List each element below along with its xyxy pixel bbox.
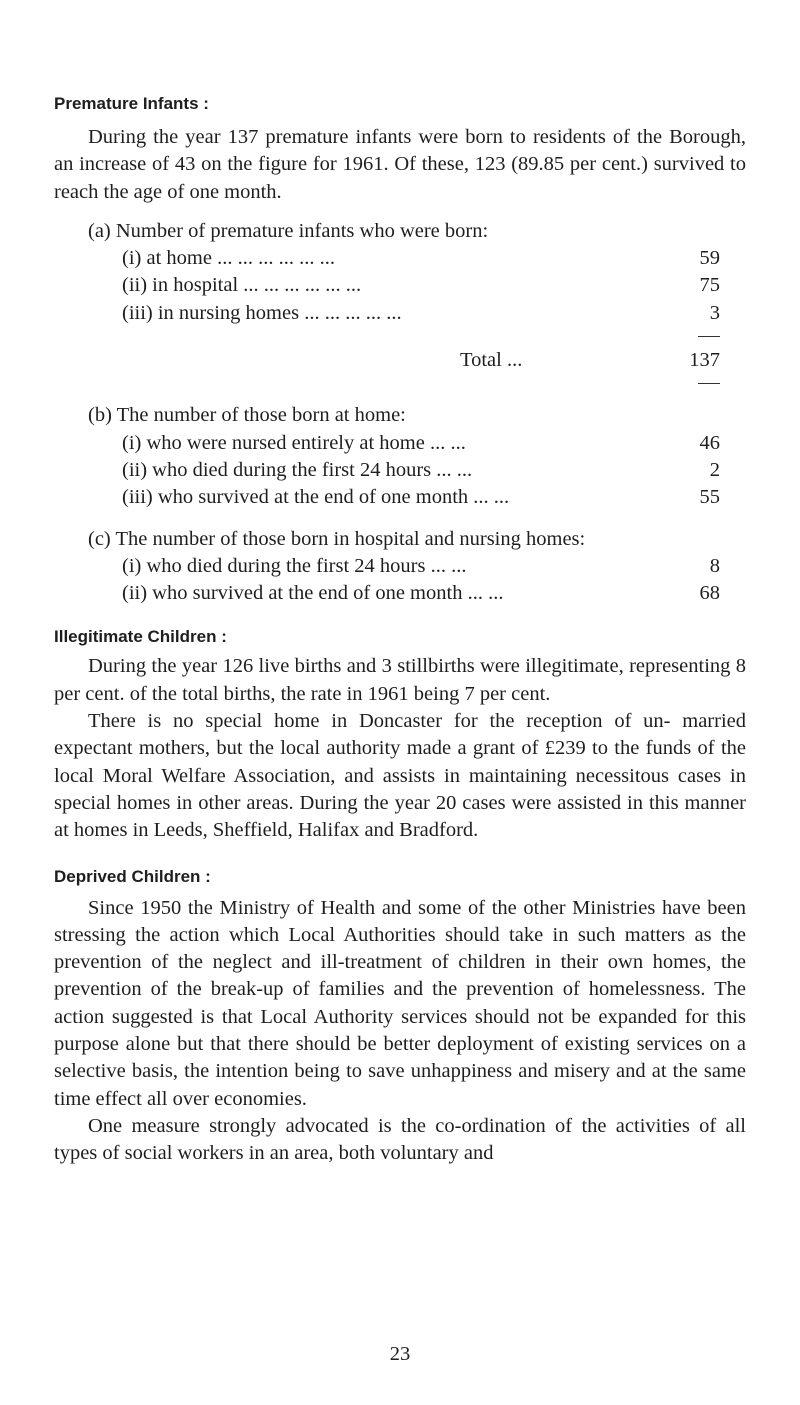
row-value: 2 — [709, 458, 720, 481]
deprived-paragraph-2: One measure strongly advocated is the co-ordination of the activities of all types of social workers in an area, both voluntary and — [54, 1114, 746, 1165]
row-label: (i) at home ... ... ... ... ... ... — [122, 247, 335, 270]
row-label: (ii) who died during the first 24 hours ... ... — [122, 458, 473, 481]
section-a-row — [54, 300, 746, 327]
section-a-row — [54, 245, 746, 272]
sum-rule-bottom — [54, 374, 746, 394]
row-label: (ii) who survived at the end of one month ... ... — [122, 582, 504, 605]
sum-rule-top — [54, 327, 746, 347]
row-value: 59 — [699, 247, 720, 270]
section-a-title: (a) Number of premature infants who were born: — [88, 219, 489, 242]
section-b-row — [54, 430, 746, 457]
section-a-row — [54, 272, 746, 299]
row-value: 46 — [699, 431, 720, 454]
row-label: (iii) in nursing homes ... ... ... ... ... — [122, 301, 402, 324]
total-label: Total ... — [460, 349, 523, 372]
illegitimate-paragraph-2: There is no special home in Doncaster for the reception of un- married expectant mothers, but the local authority made a grant of £239 to the funds of the local Moral Welfare Association, and assists in maintaining necessitous cases in special homes in other areas. During the year 20 cases were assisted in this manner at homes in Leeds, Sheffield, Halifax and Bradford. — [54, 710, 746, 842]
row-value: 3 — [709, 301, 720, 324]
row-label: (iii) who survived at the end of one month ... ... — [122, 486, 510, 509]
deprived-children-heading: Deprived Children : — [54, 866, 211, 886]
row-value: 8 — [709, 554, 720, 577]
page-number: 23 — [389, 1343, 411, 1365]
document-page — [54, 92, 746, 1168]
section-c-row — [54, 553, 746, 580]
premature-intro-paragraph: During the year 137 premature infants were born to residents of the Borough, an increase of 43 on the figure for 1961. Of these, 123 (89.85 per cent.) survived to reach the age of one month. — [54, 126, 746, 203]
section-c-title: (c) The number of those born in hospital and nursing homes: — [88, 527, 586, 550]
row-label: (i) who died during the first 24 hours ... ... — [122, 554, 467, 577]
section-b-row — [54, 457, 746, 484]
row-label: (i) who were nursed entirely at home ... ... — [122, 431, 466, 454]
section-b-title: (b) The number of those born at home: — [88, 404, 406, 427]
row-value: 75 — [699, 274, 720, 297]
total-value: 137 — [689, 349, 720, 372]
row-label: (ii) in hospital ... ... ... ... ... ... — [122, 274, 362, 297]
illegitimate-paragraph-1: During the year 126 live births and 3 stillbirths were illegitimate, representing 8 per cent. of the total births, the rate in 1961 being 7 per cent. — [54, 655, 746, 705]
section-b-row — [54, 484, 746, 511]
deprived-paragraph-1: Since 1950 the Ministry of Health and some of the other Ministries have been stressing the action which Local Authorities should take in such matters as the prevention of the neglect and ill-treatment of children in their own homes, the prevention of the break-up of families and the prevention of homelessness. The action suggested is that Local Authority services should not be expanded for this purpose alone but that there should be better deployment of existing services on a selective basis, the intention being to save unhappiness and misery and at the same time effect all over economies. — [54, 896, 746, 1110]
illegitimate-children-heading: Illegitimate Children : — [54, 627, 227, 647]
total-row — [54, 347, 746, 374]
section-c-row — [54, 580, 746, 607]
row-value: 68 — [699, 582, 720, 605]
premature-infants-heading: Premature Infants : — [54, 94, 209, 113]
row-value: 55 — [699, 486, 720, 509]
